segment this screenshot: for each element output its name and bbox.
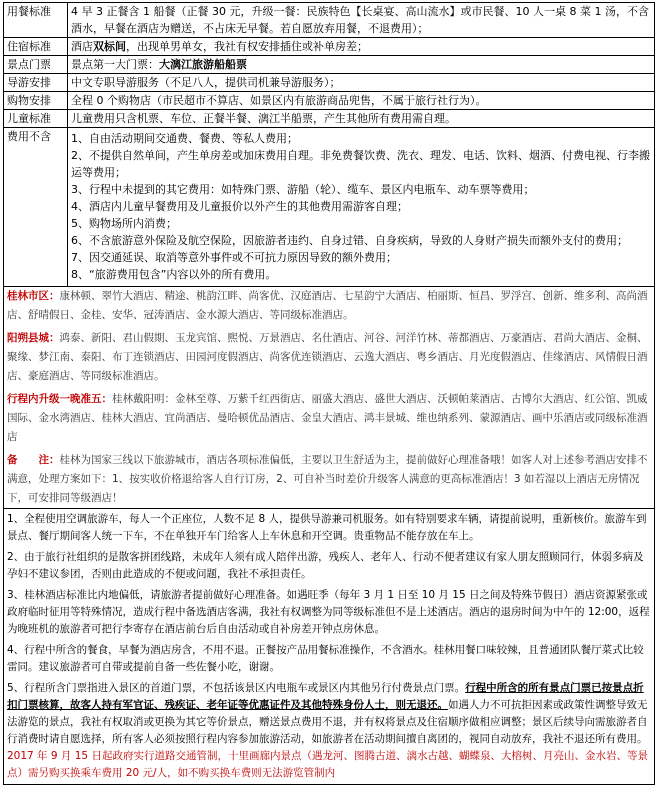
shopping-text: 全程 0 个购物店（市民超市不算店、如景区内有旅游商品兜售，不属于旅行社行为）。 bbox=[68, 92, 655, 110]
excluded-item: 1、自由活动期间交通费、餐费、等私人费用； bbox=[71, 132, 298, 145]
lodging-post: ，出现单男单女，我社有权安排插住或补单房差； bbox=[126, 40, 368, 53]
lodging-row bbox=[4, 38, 655, 56]
child-row bbox=[4, 110, 655, 128]
excluded-item: 4、酒店内儿童早餐费用及儿童报价以外产生的其他费用需游客自理； bbox=[71, 200, 408, 213]
tour-terms-document bbox=[3, 2, 655, 785]
scenic-label: 景点门票 bbox=[4, 56, 68, 74]
excluded-item: 7、因交通延误、取消等意外事件或不可抗力原因导致的额外费用； bbox=[71, 251, 397, 264]
hotels-upgrade bbox=[7, 390, 651, 447]
lodging-pre: 酒店 bbox=[71, 40, 93, 53]
lodging-label: 住宿标准 bbox=[4, 38, 68, 56]
note-5-traffic-control: 2017 年 9 月 15 日起政府实行道路交通管制，十里画廊内景点（遇龙河、图腾古道、漓水古越、蝴蝶泉、大榕树、月亮山、金水岩、等景点）需另购买换乘车费用 20 元/人，如不购买换车费则无法游览管制内 bbox=[7, 750, 648, 779]
child-text: 儿童费用只含机票、车位、正餐半餐、漓江半船票，产生其他所有费用需自理。 bbox=[68, 110, 655, 128]
notes-row bbox=[4, 509, 655, 785]
note-5-policy: 如遇人力不可抗拒因素或政策性调整导致无法游览的景点，我社有权取消或更换为其它等价景点，赠送景点费用不退，并有权将景点及住宿顺序做相应调整；景区后续导向需旅游者自行消费时请自愿选择，所有客人必须按照行程内容参加旅游活动，如旅游者在活动期间擅自离团的，视同自动放弃，我社不退还所有费用。 bbox=[7, 699, 648, 745]
hotels-yangshuo-list: 鸿泰、新阳、君山假期、玉龙宾馆、熙悦、万景酒店、名仕酒店、河谷、河洋竹林、蒂都酒店、万豪酒店、君尚大酒店、金桐、聚缘、梦江南、泰阳、布丁连锁酒店、田园河度假酒店、尚客优连锁酒店、云逸大酒店、粤乡酒店、月光度假酒店、佳缘酒店、风情假日酒店、豪庭酒店、等同级标准酒店。 bbox=[7, 332, 648, 382]
meal-row bbox=[4, 3, 655, 38]
excluded-list bbox=[68, 128, 655, 287]
excluded-item: 6、不含旅游意外保险及航空保险，因旅游者违约、自身过错、自身疾病，导致的人身财产损失而额外支付的费用； bbox=[71, 234, 628, 247]
hotels-yangshuo bbox=[7, 329, 651, 386]
lodging-text bbox=[68, 38, 655, 56]
guide-row bbox=[4, 74, 655, 92]
lodging-room-type: 双标间 bbox=[93, 40, 126, 53]
guide-label: 导游安排 bbox=[4, 74, 68, 92]
excluded-row bbox=[4, 128, 655, 287]
shopping-label: 购物安排 bbox=[4, 92, 68, 110]
excluded-item: 5、购物场所内消费； bbox=[71, 217, 177, 230]
meal-text: 4 早 3 正餐含 1 船餐（正餐 30 元，升级一餐：民族特色【长桌宴、高山流水】或市民餐、10 人一桌 8 菜 1 汤，不含酒水，早餐在酒店为赠送，不占床无早餐。若自愿放弃用餐，不退费用）； bbox=[68, 3, 655, 38]
note-5 bbox=[4, 678, 654, 784]
hotels-remark-label: 备 注： bbox=[7, 454, 60, 466]
note-5-intro: 5、行程所含门票指进入景区的首道门票，不包括该景区内电瓶车或景区内其他另行付费景点门票。 bbox=[7, 682, 466, 694]
excluded-item: 2、不提供自然单间，产生单房差或加床费用自理。非免费餐饮费、洗衣、理发、电话、饮料、烟酒、付费电视、行李搬运等费用； bbox=[71, 149, 650, 179]
meal-label: 用餐标准 bbox=[4, 3, 68, 38]
hotels-guilin-label: 桂林市区： bbox=[7, 290, 60, 302]
note-3: 3、桂林酒店标准比内地偏低，请旅游者提前做好心理准备。如遇旺季（每年 3 月 1 日至 10 月 15 日之间及特殊节假日）酒店资源紧张或政府临时征用等特殊情况，造成行程中备选酒店客满，我社有权调整为同等级标准但不是上述酒店。酒店的退房时间为中午的 12:00，返程为晚班机的旅游者可把行李寄存在酒店前台后自由活动或自补房差开钟点房休息。 bbox=[7, 589, 650, 635]
hotels-remark-text: 桂林为国家三线以下旅游城市，酒店各项标准偏低，主要以卫生舒适为主，提前做好心理准备哦！如客人对上述参考酒店安排不满意，处理方案如下：1、按实收价格退给客人自行订房，2、可自补当时差价升级客人满意的更高标准酒店！3 如若湿以上酒店无房情况下，可安排同等级酒店！ bbox=[7, 454, 648, 504]
notes-cell bbox=[4, 509, 655, 785]
shopping-row bbox=[4, 92, 655, 110]
hotels-row bbox=[4, 287, 655, 509]
note-1: 1、全程使用空调旅游车，每人一个正座位，人数不足 8 人，提供导游兼司机服务。如有特别要求车辆，请提前说明，重新核价。旅游车到景点、餐厅期间客人统一下车，不在单独开车门给客人上车休息和开空调。贵重物品不能存放在车上。 bbox=[7, 513, 647, 542]
note-5-discount: 行程中所含的所有景点门票已按景点折扣门票核算，故客人持有军官证、残疾证、老年证等优惠证件及其他特殊身份人士，则无退还。 bbox=[7, 682, 644, 711]
scenic-ticket: 大漓江旅游船船票 bbox=[159, 58, 247, 71]
excluded-item: 8、“旅游费用包含”内容以外的所有费用。 bbox=[71, 268, 277, 281]
note-2: 2、由于旅行社组织的是散客拼团线路，未成年人须有成人陪伴出游，残疾人、老年人、行动不便者建议有家人朋友照顾同行，体弱多病及孕妇不建议参团，否则由此造成的不便或问题，我社不承担责任。 bbox=[7, 551, 644, 580]
hotels-remark bbox=[7, 451, 651, 508]
scenic-text bbox=[68, 56, 655, 74]
excluded-item: 3、行程中未提到的其它费用：如特殊门票、游船（轮）、缆车、景区内电瓶车、动车票等费用； bbox=[71, 183, 535, 196]
hotels-upgrade-label: 行程内升级一晚准五： bbox=[7, 393, 112, 405]
child-label: 儿童标准 bbox=[4, 110, 68, 128]
hotels-cell bbox=[4, 287, 655, 509]
hotels-guilin-list: 康林顿、翠竹大酒店、精途、桃韵江畔、尚客优、汉庭酒店、七星韵宁大酒店、柏丽斯、恒昌、罗浮宫、创新、维多利、高尚酒店、舒晴假日、金桂、安华、冠涛酒店、金水源大酒店、等同级标准酒店。 bbox=[7, 290, 648, 321]
guide-text: 中文专职导游服务（不足八人，提供司机兼导游服务）； bbox=[68, 74, 655, 92]
scenic-pre: 景点第一大门票： bbox=[71, 58, 159, 71]
note-4: 4、行程中所含的餐食，早餐为酒店房含，不用不退。正餐按产品用餐标准操作，不含酒水。桂林用餐口味较辣，且普通团队餐厅菜式比较雷同。建议旅游者可自带或提前自备一些佐餐小吃，谢谢。 bbox=[7, 644, 644, 673]
excluded-label: 费用不含 bbox=[4, 128, 68, 287]
hotels-yangshuo-label: 阳朔县城： bbox=[7, 332, 60, 344]
scenic-row bbox=[4, 56, 655, 74]
terms-table bbox=[3, 2, 655, 785]
hotels-guilin bbox=[7, 287, 651, 325]
hotels-upgrade-list: 桂林戴阳明：金林至尊、万紫千红西街店、丽盛大酒店、盛世大酒店、沃顿帕莱酒店、古博尔大酒店、红公馆、凯威国际、金水湾酒店、桂林大酒店、宜尚酒店、曼哈顿优品酒店、金皇大酒店、鸿丰景城、维也纳系列、蒙源酒店、画中乐酒店或同级标准酒店 bbox=[7, 393, 648, 443]
